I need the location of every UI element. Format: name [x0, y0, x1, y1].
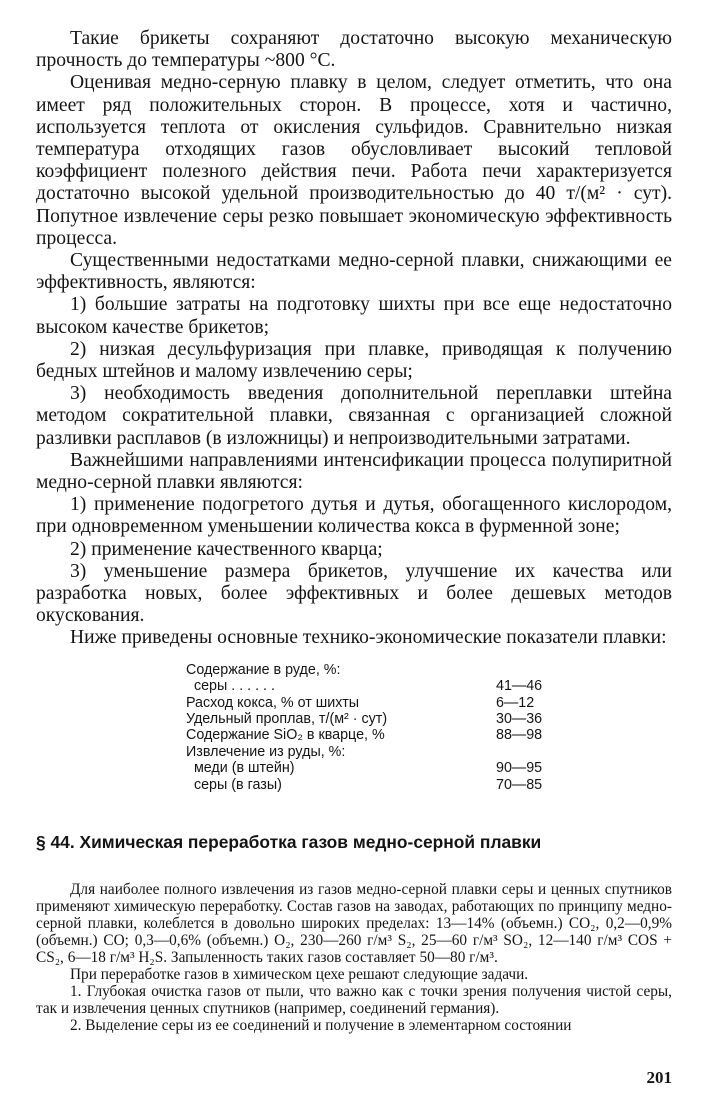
page-body	[36, 28, 672, 1034]
table-row	[186, 695, 586, 711]
indicator-value: 88—98	[496, 727, 543, 744]
list-item: 1) применение подогретого дутья и дутья, обогащенного кислородом, при одновременном уменьшении количества кокса в фурменной зоне;	[36, 494, 672, 538]
indicator-label: Удельный проплав, т/(м² · сут)	[186, 710, 388, 727]
table-row	[186, 662, 586, 678]
small-paragraph: При переработке газов в химическом цехе решают следующие задачи.	[70, 965, 529, 983]
list-item: 3) необходимость введения дополнительной переплавки штейна методом сократительной плавки, связанная с организацией сложной разливки расплавов (в изложницы) и непроизводительными затратами.	[36, 383, 672, 449]
indicator-value: 6—12	[496, 694, 535, 711]
table-row	[186, 727, 586, 743]
indicator-label: серы (в газы)	[186, 776, 282, 793]
indicators-table	[186, 662, 586, 793]
table-row	[186, 678, 586, 694]
table-row	[186, 777, 586, 793]
table-row	[186, 711, 586, 727]
table-row	[186, 744, 586, 760]
page-number: 201	[646, 1068, 672, 1087]
indicator-label: Содержание в руде, %:	[186, 661, 341, 678]
paragraph: Важнейшими направлениями интенсификации процесса полупиритной медно-серной плавки являются:	[36, 449, 672, 494]
list-item: 3) уменьшение размера брикетов, улучшение их качества или разработка новых, более эффективных и более дешевых методов окускования.	[36, 560, 672, 627]
indicator-label: Извлечение из руды, %:	[186, 743, 346, 760]
indicator-label: Содержание SiO₂ в кварце, %	[186, 727, 385, 744]
list-item: 2) применение качественного кварца;	[70, 538, 383, 560]
small-paragraph: 1. Глубокая очистка газов от пыли, что важно как с точки зрения получения чистой серы, так и извлечения ценных спутников (например, соединений германия).	[36, 982, 672, 1017]
section-heading: § 44. Химическая переработка газов медно-серной плавки	[36, 831, 542, 852]
small-paragraph: 2. Выделение серы из ее соединений и получение в элементарном состоянии	[70, 1016, 572, 1034]
table-row	[186, 760, 586, 776]
paragraph: Существенными недостатками медно-серной плавки, снижающими ее эффективность, являются:	[36, 250, 672, 294]
indicator-value	[496, 662, 586, 678]
indicator-value: 70—85	[496, 776, 543, 793]
small-paragraph: Для наиболее полного извлечения из газов медно-серной плавки серы и ценных спутников применяют химическую переработку. Состав газов на заводах, работающих по принципу медно-серной плавки, колеблется в довольно широких пределах: 13—14% (объемн.) CO₂, 0,2—0,9% (объемн.) CO; 0,3—0,6% (объемн.) O₂, 230—260 г/м³ S₂, 25—60 г/м³ SO₂, 12—140 г/м³ COS + CS₂, 6—18 г/м³ H₂S. Запыленность таких газов составляет 50—80 г/м³.	[36, 880, 672, 966]
list-item: 2) низкая десульфуризация при плавке, приводящая к получению бедных штейнов и малому извлечению серы;	[36, 338, 672, 383]
indicator-value	[496, 744, 586, 760]
paragraph: Оценивая медно-серную плавку в целом, следует отметить, что она имеет ряд положительных сторон. В процессе, хотя и частично, используется теплота от окисления сульфидов. Сравнительно низкая температура отходящих газов обусловливает высокий тепловой коэффициент полезного действия печи. Работа печи характеризуется достаточно высокой удельной производительностью до 40 т/(м² · сут). Попутное извлечение серы резко повышает экономическую эффективность процесса.	[36, 72, 672, 249]
indicator-label: меди (в штейн)	[186, 760, 295, 777]
paragraph: Такие брикеты сохраняют достаточно высокую механическую прочность до температуры ~800 °С.	[36, 28, 672, 72]
indicator-value: 41—46	[496, 678, 543, 695]
list-item: 1) большие затраты на подготовку шихты при все еще недостаточно высоком качестве брикетов;	[36, 294, 672, 338]
indicator-label: серы . . . . . .	[186, 678, 275, 695]
indicator-value: 90—95	[496, 760, 543, 777]
indicator-value: 30—36	[496, 710, 543, 727]
paragraph: Ниже приведены основные технико-экономические показатели плавки:	[70, 627, 667, 649]
indicator-label: Расход кокса, % от шихты	[186, 694, 360, 711]
